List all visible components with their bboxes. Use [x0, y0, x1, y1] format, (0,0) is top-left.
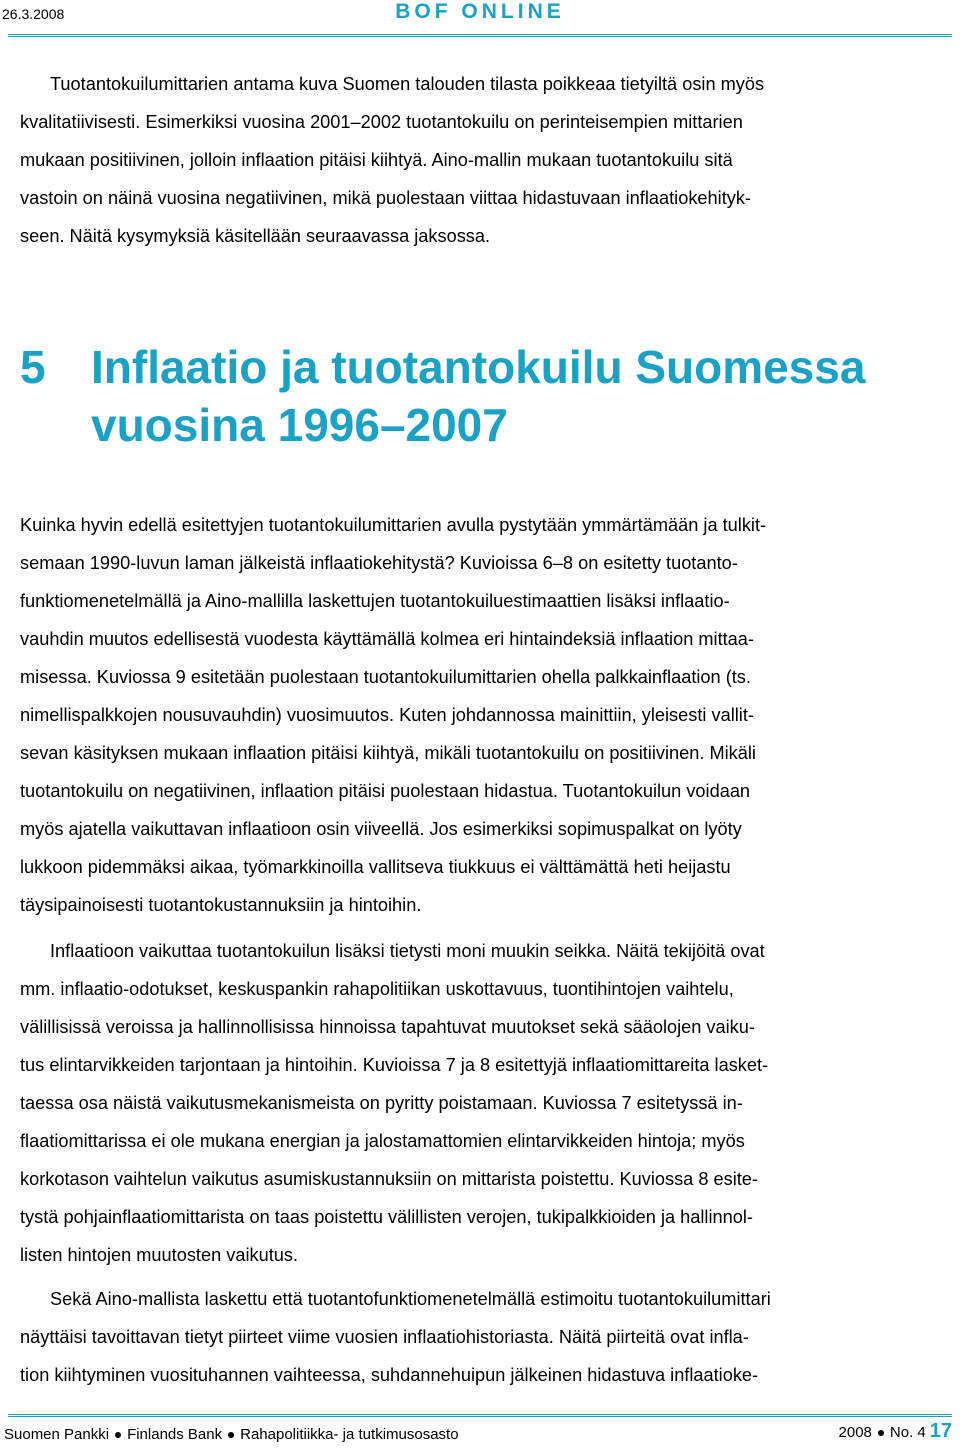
- text-line: Inflaatioon vaikuttaa tuotantokuilun lisäksi tietysti moni muukin seikka. Näitä tekijöitä ovat: [50, 941, 765, 961]
- text-line: tus elintarvikkeiden tarjontaan ja hintoihin. Kuvioissa 7 ja 8 esitettyjä inflaatiomittareita lasket-: [20, 1055, 769, 1075]
- text-line: vastoin on näinä vuosina negatiivinen, mikä puolestaan viittaa hidastuvaan inflaatiokehityk-: [20, 188, 751, 208]
- body-paragraph-1: [20, 506, 940, 924]
- text-line: funktiomenetelmällä ja Aino-mallilla laskettujen tuotantokuiluestimaattien lisäksi inflaatio-: [20, 591, 730, 611]
- text-line: näyttäisi tavoittavan tietyt piirteet viime vuosien inflaatiohistoriasta. Näitä piirteitä ovat infla-: [20, 1327, 749, 1347]
- body-paragraph-2: [20, 932, 940, 1274]
- text-line: korkotason vaihtelun vaikutus asumiskustannuksiin on mittarista poistettu. Kuviossa 8 esite-: [20, 1169, 758, 1189]
- text-line: lukkoon pidemmäksi aikaa, työmarkkinoilla vallitseva tiukkuus ei välttämättä heti heijastu: [20, 857, 731, 877]
- footer-org-sv: Finlands Bank: [127, 1426, 223, 1443]
- footer-issue-info: [839, 1420, 952, 1443]
- text-line: täysipainoisesti tuotantokustannuksiin ja hintoihin.: [20, 895, 422, 915]
- text-line: mm. inflaatio-odotukset, keskuspankin rahapolitiikan uskottavuus, tuontihintojen vaihtelu,: [20, 979, 734, 999]
- text-line: tion kiihtyminen vuosituhannen vaihteessa, suhdannehuipun jälkeinen hidastuva inflaatioke-: [20, 1365, 759, 1385]
- bullet-icon: [115, 1432, 121, 1438]
- text-line: semaan 1990-luvun laman jälkeistä inflaatiokehitystä? Kuvioissa 6–8 on esitetty tuotanto-: [20, 553, 738, 573]
- text-line: tystä pohjainflaatiomittarista on taas poistettu välillisten verojen, tukipalkkioiden ja hallinnol-: [20, 1207, 753, 1227]
- footer-department: Rahapolitiikka- ja tutkimusosasto: [240, 1426, 459, 1443]
- text-line: taessa osa näistä vaikutusmekanismeista on pyritty poistamaan. Kuviossa 7 esitetyssä in-: [20, 1093, 743, 1113]
- body-paragraph-3: [20, 1280, 940, 1394]
- text-line: vauhdin muutos edellisestä vuodesta käyttämällä kolmea eri hintaindeksiä inflaation mittaa-: [20, 629, 754, 649]
- section-title-line-2: vuosina 1996–2007: [91, 399, 508, 451]
- text-line: tuotantokuilu on negatiivinen, inflaation pitäisi puolestaan hidastua. Tuotantokuilun voidaan: [20, 781, 751, 801]
- footer-year: 2008: [838, 1424, 872, 1441]
- text-line: Kuinka hyvin edellä esitettyjen tuotantokuilumittarien avulla pystytään ymmärtämään ja tulkit-: [20, 515, 767, 535]
- header-divider: [8, 34, 952, 37]
- intro-paragraph: [20, 65, 940, 255]
- text-line: myös ajatella vaikuttavan inflaatioon osin viiveellä. Jos esimerkiksi sopimuspalkat on lyöty: [20, 819, 742, 839]
- text-line: välillisissä veroissa ja hallinnollisissa hinnoissa tapahtuvat muutokset sekä sääolojen vaiku-: [20, 1017, 755, 1037]
- section-heading: [20, 338, 865, 454]
- text-line: mukaan positiivinen, jolloin inflaation pitäisi kiihtyä. Aino-mallin mukaan tuotantokuilu sitä: [20, 150, 733, 170]
- text-line: sevan käsityksen mukaan inflaation pitäisi kiihtyä, mikäli tuotantokuilu on positiivinen. Mikäli: [20, 743, 756, 763]
- text-line: Sekä Aino-mallista laskettu että tuotantofunktiomenetelmällä estimoitu tuotantokuilumittari: [50, 1289, 771, 1309]
- header-date: 26.3.2008: [2, 6, 65, 22]
- bullet-icon: [228, 1432, 234, 1438]
- text-line: kvalitatiivisesti. Esimerkiksi vuosina 2001–2002 tuotantokuilu on perinteisempien mittarien: [20, 112, 743, 132]
- bullet-icon: [878, 1430, 884, 1436]
- footer-org-fi: Suomen Pankki: [4, 1426, 110, 1443]
- footer-issue: No. 4: [889, 1424, 926, 1441]
- footer-publisher: [4, 1426, 459, 1443]
- text-line: seen. Näitä kysymyksiä käsitellään seuraavassa jaksossa.: [20, 226, 491, 246]
- publication-title: BOF ONLINE: [395, 0, 565, 23]
- page-number: 17: [929, 1420, 952, 1442]
- text-line: misessa. Kuviossa 9 esitetään puolestaan tuotantokuilumittarien ohella palkkainflaation (ts.: [20, 667, 751, 687]
- text-line: listen hintojen muutosten vaikutus.: [20, 1245, 299, 1265]
- section-number: 5: [20, 341, 46, 393]
- text-line: nimellispalkkojen nousuvauhdin) vuosimuutos. Kuten johdannossa mainittiin, yleisesti vallit-: [20, 705, 754, 725]
- section-title-line-1: Inflaatio ja tuotantokuilu Suomessa: [91, 341, 866, 393]
- text-line: flaatiomittarissa ei ole mukana energian ja jalostamattomien elintarvikkeiden hintoja; myös: [20, 1131, 745, 1151]
- text-line: Tuotantokuilumittarien antama kuva Suomen talouden tilasta poikkeaa tietyiltä osin myös: [50, 74, 765, 94]
- footer-divider: [8, 1414, 952, 1417]
